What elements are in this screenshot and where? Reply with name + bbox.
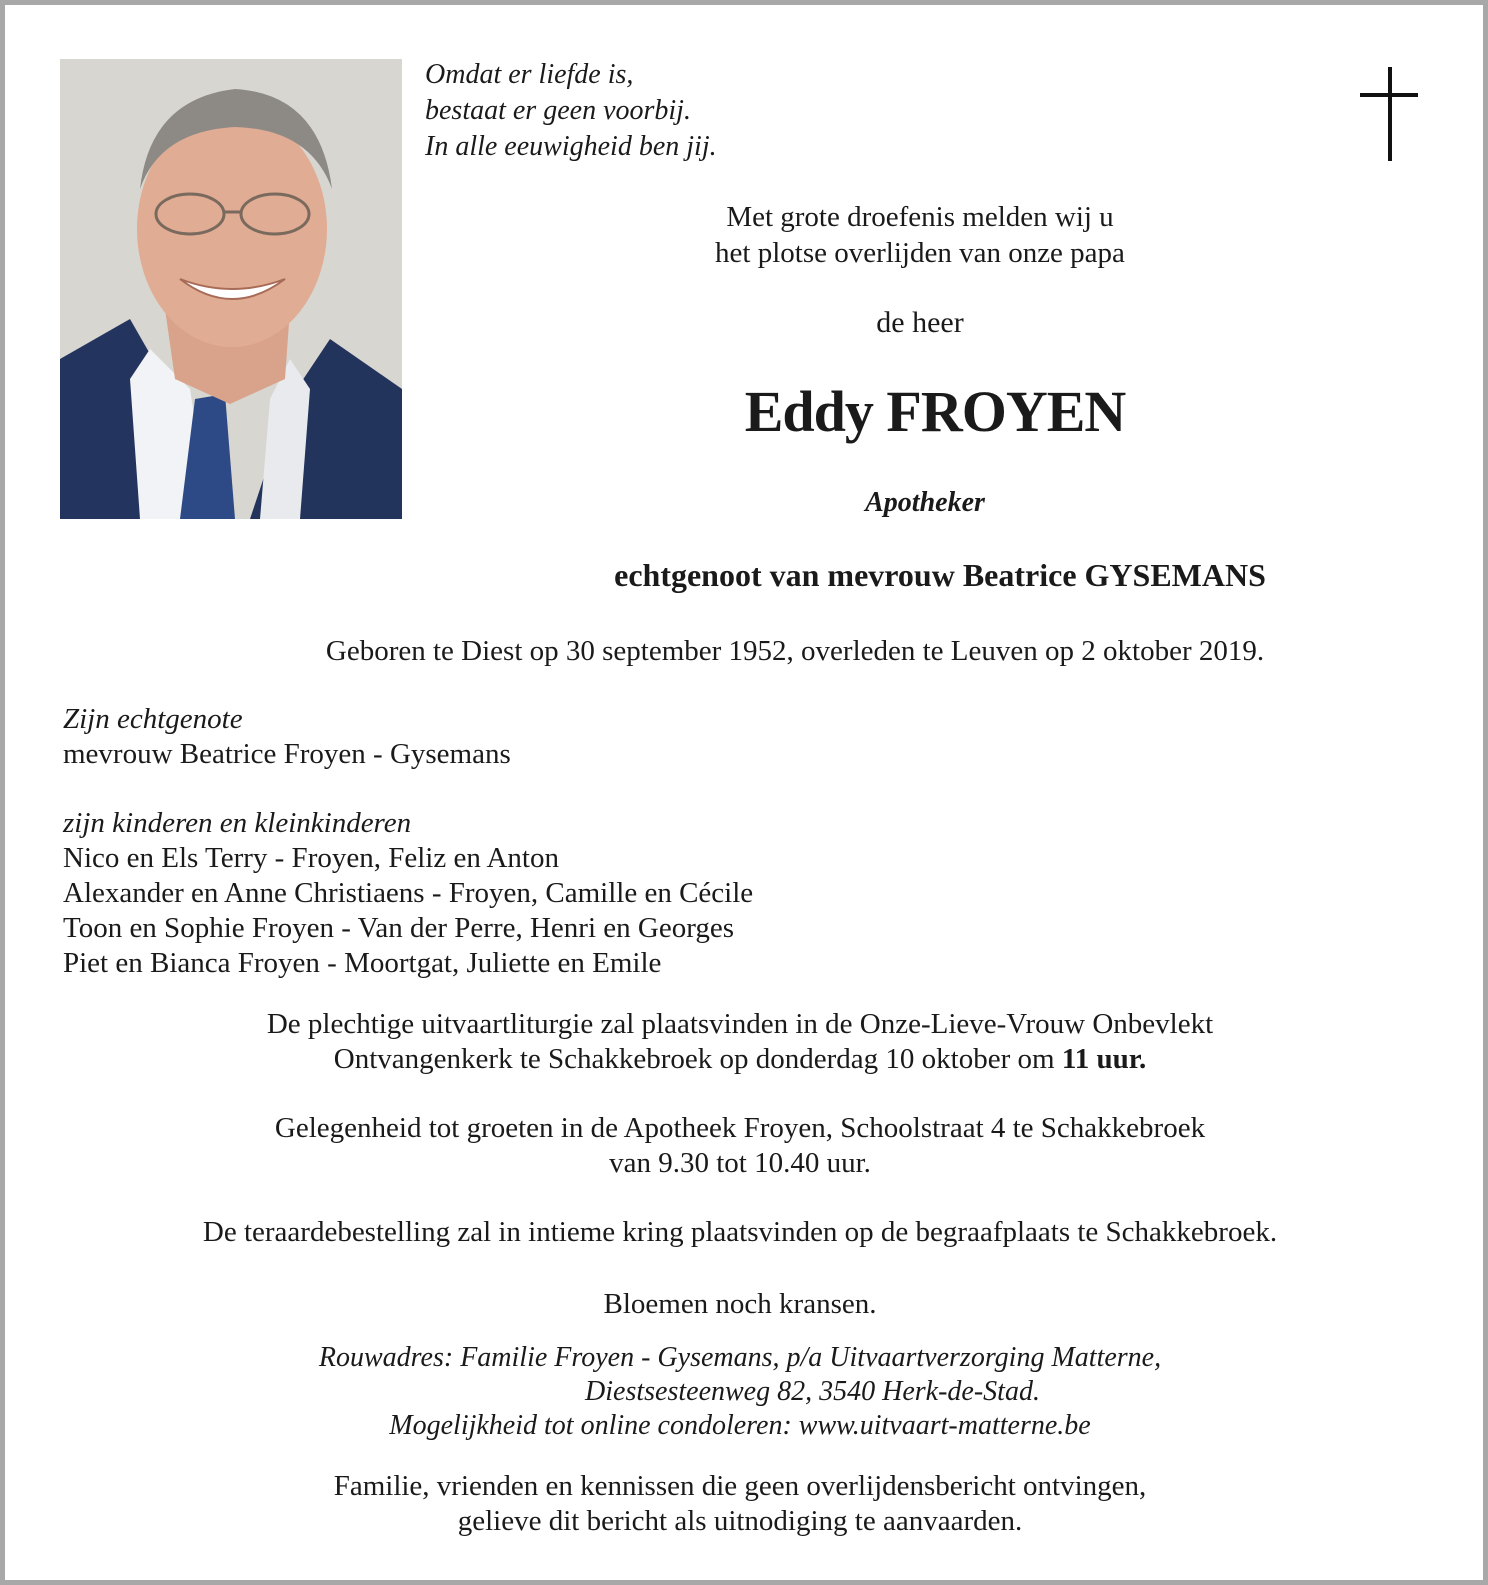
flowers-note: Bloemen noch kransen.: [603, 1288, 877, 1320]
closing-line: gelieve dit bericht als uitnodiging te aanvaarden.: [457, 1505, 1023, 1537]
funeral-line-2: [65, 1042, 1415, 1077]
spouse-label: Zijn echtgenote: [63, 703, 243, 735]
address-line: Mogelijkheid tot online condoleren: www.uitvaart-matterne.be: [389, 1410, 1091, 1441]
funeral-details: [65, 1007, 1415, 1077]
funeral-line-2-text: Ontvangenkerk te Schakkebroek op donderdag 10 oktober om: [333, 1043, 1062, 1075]
list-item: Nico en Els Terry - Froyen, Feliz en Anton: [63, 842, 559, 874]
visitation-line: Gelegenheid tot groeten in de Apotheek Froyen, Schoolstraat 4 te Schakkebroek: [274, 1112, 1206, 1144]
intro-line: Met grote droefenis melden wij u: [726, 201, 1114, 233]
funeral-time: 11 uur.: [1061, 1043, 1147, 1075]
mourning-address: [65, 1341, 1415, 1443]
portrait-photo: [60, 59, 402, 519]
funeral-line-1: De plechtige uitvaartliturgie zal plaatsvinden in de Onze-Lieve-Vrouw Onbevlekt: [266, 1008, 1214, 1040]
cross-icon: [1360, 67, 1420, 163]
poem-line: bestaat er geen voorbij.: [425, 95, 691, 126]
portrait-illustration: [60, 59, 402, 519]
list-item: Piet en Bianca Froyen - Moortgat, Juliette en Emile: [63, 947, 662, 979]
deceased-name: Eddy FROYEN: [744, 379, 1126, 444]
address-line: Rouwadres: Familie Froyen - Gysemans, p/a Uitvaartverzorging Matterne,: [318, 1342, 1162, 1373]
children-label: zijn kinderen en kleinkinderen: [63, 807, 412, 839]
intro-line: het plotse overlijden van onze papa: [715, 237, 1125, 269]
burial-details: De teraardebestelling zal in intieme kring plaatsvinden op de begraafplaats te Schakkebroek.: [202, 1216, 1278, 1248]
spouse-line: echtgenoot van mevrouw Beatrice GYSEMANS: [614, 557, 1266, 593]
family-list: [63, 702, 753, 981]
visitation-details: [65, 1111, 1415, 1181]
visitation-line: van 9.30 tot 10.40 uur.: [609, 1147, 871, 1179]
announcement-intro: [620, 199, 1220, 271]
closing-line: Familie, vrienden en kennissen die geen overlijdensbericht ontvingen,: [333, 1470, 1147, 1502]
poem: [425, 57, 717, 165]
poem-line: Omdat er liefde is,: [425, 59, 634, 90]
spouse-name: mevrouw Beatrice Froyen - Gysemans: [63, 738, 511, 770]
birth-death-line: Geboren te Diest op 30 september 1952, overleden te Leuven op 2 oktober 2019.: [325, 635, 1265, 667]
list-item: Alexander en Anne Christiaens - Froyen, Camille en Cécile: [63, 877, 754, 909]
poem-line: In alle eeuwigheid ben jij.: [425, 131, 717, 162]
salutation: de heer: [876, 306, 964, 339]
list-item: Toon en Sophie Froyen - Van der Perre, Henri en Georges: [63, 912, 734, 944]
closing-note: [65, 1469, 1415, 1539]
address-line: Diestsesteenweg 82, 3540 Herk-de-Stad.: [585, 1376, 1040, 1407]
profession: Apotheker: [865, 487, 985, 518]
